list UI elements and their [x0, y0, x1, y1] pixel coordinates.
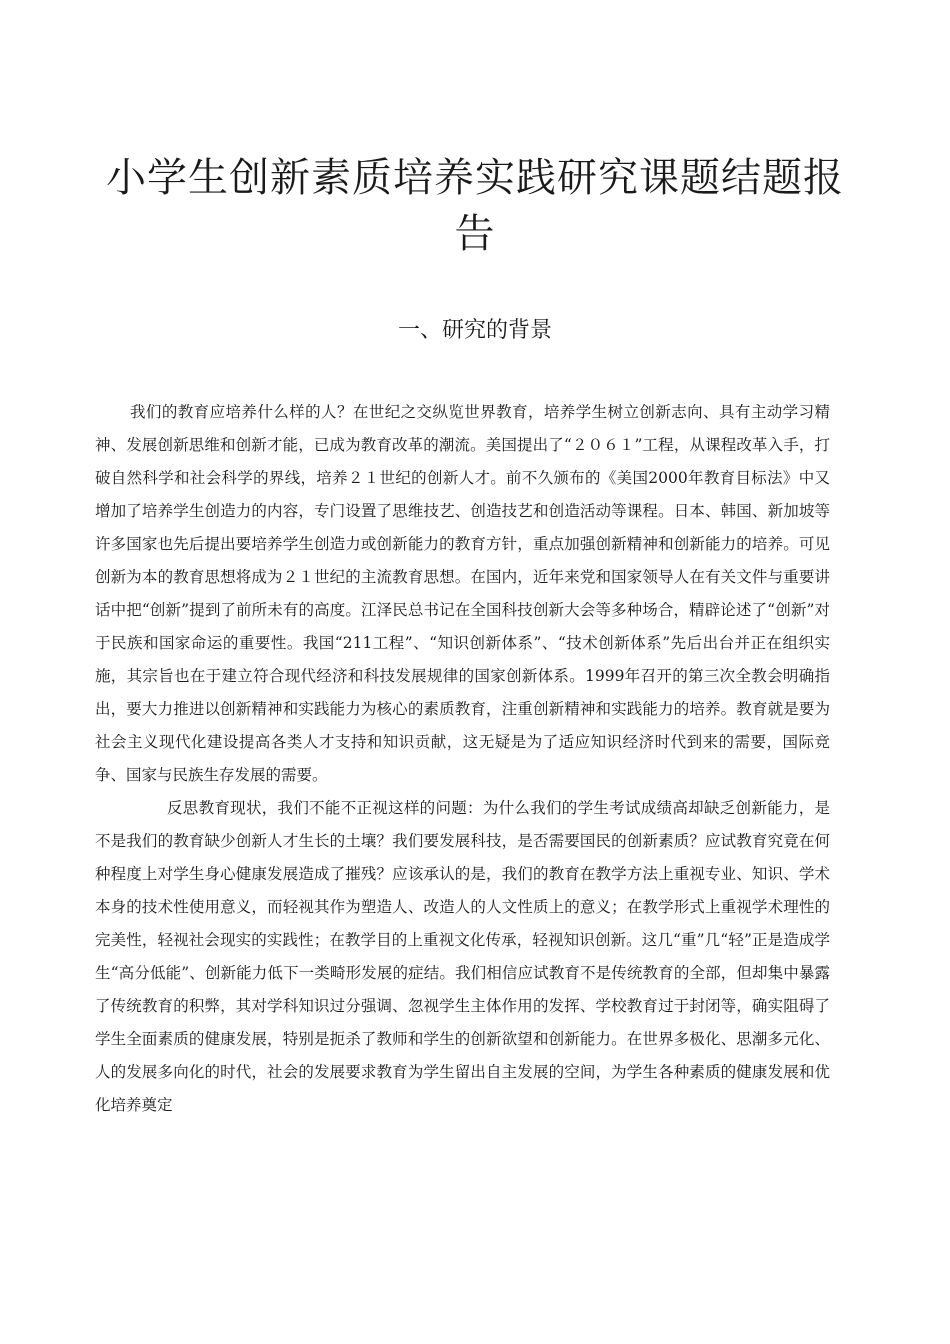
paragraph: 反思教育现状，我们不能不正视这样的问题：为什么我们的学生考试成绩高却缺乏创新能力，是不是我们的教育缺少创新人才生长的土壤？我们要发展科技，是否需要国民的创新素质？应试教育究竟在何种程度上对学生身心健康发展造成了摧残？应该承认的是，我们的教育在教学方法上重视专业、知识、学术本身的技术性使用意义，而轻视其作为塑造人、改造人的人文性质上的意义；在教学形式上重视学术理性的完美性，轻视社会现实的实践性；在教学目的上重视文化传承，轻视知识创新。这几“重”几“轻”正是造成学生“高分低能”、创新能力低下一类畸形发展的症结。我们相信应试教育不是传统教育的全部，但却集中暴露了传统教育的积弊，其对学科知识过分强调、忽视学生主体作用的发挥、学校教育过于封闭等，确实阻碍了学生全面素质的健康发展，特别是扼杀了教师和学生的创新欲望和创新能力。在世界多极化、思潮多元化、人的发展多向化的时代，社会的发展要求教育为学生留出自主发展的空间，为学生各种素质的健康发展和优化培养奠定: [95, 799, 830, 1114]
paragraph: 我们的教育应培养什么样的人？在世纪之交纵览世界教育，培养学生树立创新志向、具有主动学习精神、发展创新思维和创新才能，已成为教育改革的潮流。美国提出了“２０６１”工程，从课程改革入手，打破自然科学和社会科学的界线，培养２１世纪的创新人才。前不久颁布的《美国2000年教育目标法》中又增加了培养学生创造力的内容，专门设置了思维技艺、创造技艺和创造活动等课程。日本、韩国、新加坡等许多国家也先后提出要培养学生创造力或创新能力的教育方针，重点加强创新精神和创新能力的培养。可见创新为本的教育思想将成为２１世纪的主流教育思想。在国内，近年来党和国家领导人在有关文件与重要讲话中把“创新”提到了前所未有的高度。江泽民总书记在全国科技创新大会等多种场合，精辟论述了“创新”对于民族和国家命运的重要性。我国“211工程”、“知识创新体系”、“技术创新体系”先后出台并正在组织实施，其宗旨也在于建立符合现代经济和科技发展规律的国家创新体系。1999年召开的第三次全教会明确指出，要大力推进以创新精神和实践能力为核心的素质教育，注重创新精神和实践能力的培养。教育就是要为社会主义现代化建设提高各类人才支持和知识贡献，这无疑是为了适应知识经济时代到来的需要，国际竞争、国家与民族生存发展的需要。: [95, 403, 830, 784]
document-body: [95, 396, 830, 1122]
document-title: 小学生创新素质培养实践研究课题结题报告: [106, 155, 844, 257]
section-heading: 一、研究的背景: [397, 318, 552, 343]
